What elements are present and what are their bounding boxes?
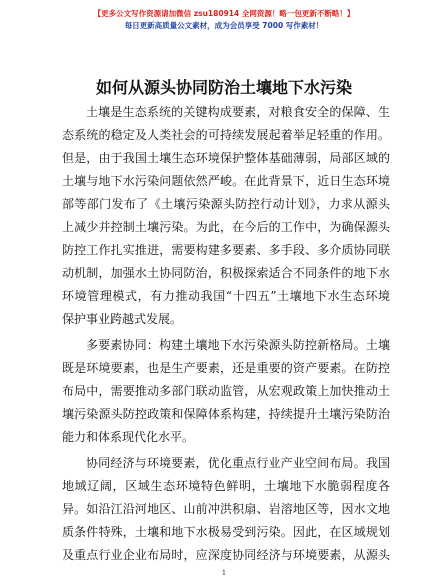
promo-banner-line-2: 每日更新高质量公文素材，成为会员享受 7000 写作素材！ xyxy=(124,21,324,30)
promo-banner-line-1: 【更多公文写作资源请加微信 zsu180914 全网资源！略一包更新不断略！】 xyxy=(93,9,355,18)
text-line: 环境管理模式，有力推动我国“十四五”土壤地下水生态环境 xyxy=(62,289,390,303)
document-title: 如何从源头协同防治土壤地下水污染 xyxy=(95,78,352,97)
text-line: 上减少并控制土壤污染。为此，在今后的工作中，为确保源头 xyxy=(62,220,390,234)
text-line: 动机制，加强水土协同防治，积极探索适合不同条件的地下水 xyxy=(62,266,390,280)
text-line: 多要素协同：构建土壤地下水污染源头防控新格局。土壤 xyxy=(86,338,390,352)
text-line: 态系统的稳定及人类社会的可持续发展起着举足轻重的作用。 xyxy=(62,128,390,142)
text-line: 布局中，需要推动多部门联动监管，从宏观政策上加快推动土 xyxy=(62,384,390,398)
text-line: 土壤与地下水污染问题依然严峻。在此背景下，近日生态环境 xyxy=(62,174,390,188)
text-line: 既是环境要素，也是生产要素，还是重要的资产要素。在防控 xyxy=(62,361,390,375)
text-line: 但是，由于我国土壤生态环境保护整体基础薄弱，局部区域的 xyxy=(62,151,390,165)
text-line: 壤污染源头防控政策和保障体系构建，持续提升土壤污染防治 xyxy=(62,407,390,421)
text-line: 保护事业跨越式发展。 xyxy=(62,312,183,326)
text-line: 地域辽阔，区域生态环境特色鲜明，土壤地下水脆弱程度各 xyxy=(62,479,390,493)
text-line: 防控工作扎实推进，需要构建多要素、多手段、多介质协同联 xyxy=(62,243,390,257)
paragraph-3 xyxy=(62,452,390,567)
text-line: 部等部门发布了《土壤污染源头防控行动计划》，力求从源头 xyxy=(62,197,390,211)
text-line: 能力和体系现代化水平。 xyxy=(62,430,195,444)
document-body xyxy=(62,101,390,570)
paragraph-2 xyxy=(62,334,390,449)
text-line: 质条件特殊，土壤和地下水极易受到污染。因此，在区域规划 xyxy=(62,525,390,539)
text-line: 及重点行业企业布局时，应深度协同经济与环境要素，从源头 xyxy=(62,548,390,562)
page-number: 1 xyxy=(221,569,227,577)
text-line: 协同经济与环境要素，优化重点行业产业空间布局。我国 xyxy=(86,456,390,470)
text-line: 土壤是生态系统的关键构成要素，对粮食安全的保障、生 xyxy=(86,105,390,119)
paragraph-1 xyxy=(62,101,390,331)
text-line: 异。如沿江沿河地区、山前冲洪积扇、岩溶地区等，因水文地 xyxy=(62,502,390,516)
